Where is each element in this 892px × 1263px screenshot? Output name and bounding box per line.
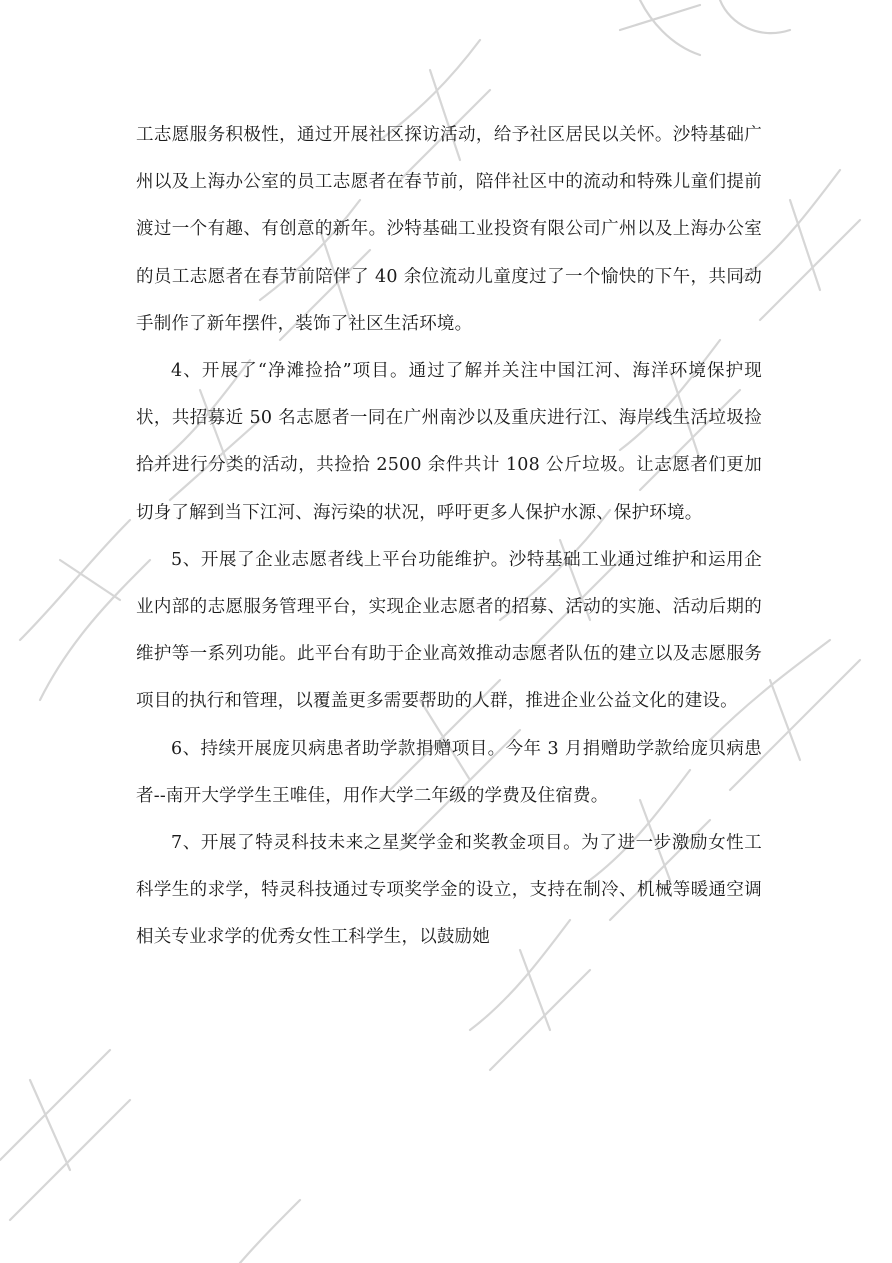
paragraph-pompe-donation: 6、持续开展庞贝病患者助学款捐赠项目。今年 3 月捐赠助学款给庞贝病患者--南开大学学生王唯佳，用作大学二年级的学费及住宿费。 xyxy=(136,738,762,806)
paragraph-trane-scholarship: 7、开展了特灵科技未来之星奖学金和奖教金项目。为了进一步激励女性工科学生的求学，特灵科技通过专项奖学金的设立，支持在制冷、机械等暖通空调相关专业求学的优秀女性工科学生，以鼓励她 xyxy=(136,833,762,948)
body-text xyxy=(136,112,762,962)
paragraph-volunteer-community: 工志愿服务积极性，通过开展社区探访活动，给予社区居民以关怀。沙特基础广州以及上海办公室的员工志愿者在春节前，陪伴社区中的流动和特殊儿童们提前渡过一个有趣、有创意的新年。沙特基础工业投资有限公司广州以及上海办公室的员工志愿者在春节前陪伴了 40 余位流动儿童度过了一个愉快的下午，共同动手制作了新年摆件，装饰了社区生活环境。 xyxy=(136,125,762,334)
paragraph-beach-cleanup: 4、开展了“净滩捡拾”项目。通过了解并关注中国江河、海洋环境保护现状，共招募近 50 名志愿者一同在广州南沙以及重庆进行江、海岸线生活垃圾捡拾并进行分类的活动，共捡拾 2500 余件共计 108 公斤垃圾。让志愿者们更加切身了解到当下江河、海污染的状况，呼吁更多人保护水源、保护环境。 xyxy=(136,361,762,523)
paragraph-volunteer-platform: 5、开展了企业志愿者线上平台功能维护。沙特基础工业通过维护和运用企业内部的志愿服务管理平台，实现企业志愿者的招募、活动的实施、活动后期的维护等一系列功能。此平台有助于企业高效推动志愿者队伍的建立以及志愿服务项目的执行和管理，以覆盖更多需要帮助的人群，推进企业公益文化的建设。 xyxy=(136,549,762,712)
